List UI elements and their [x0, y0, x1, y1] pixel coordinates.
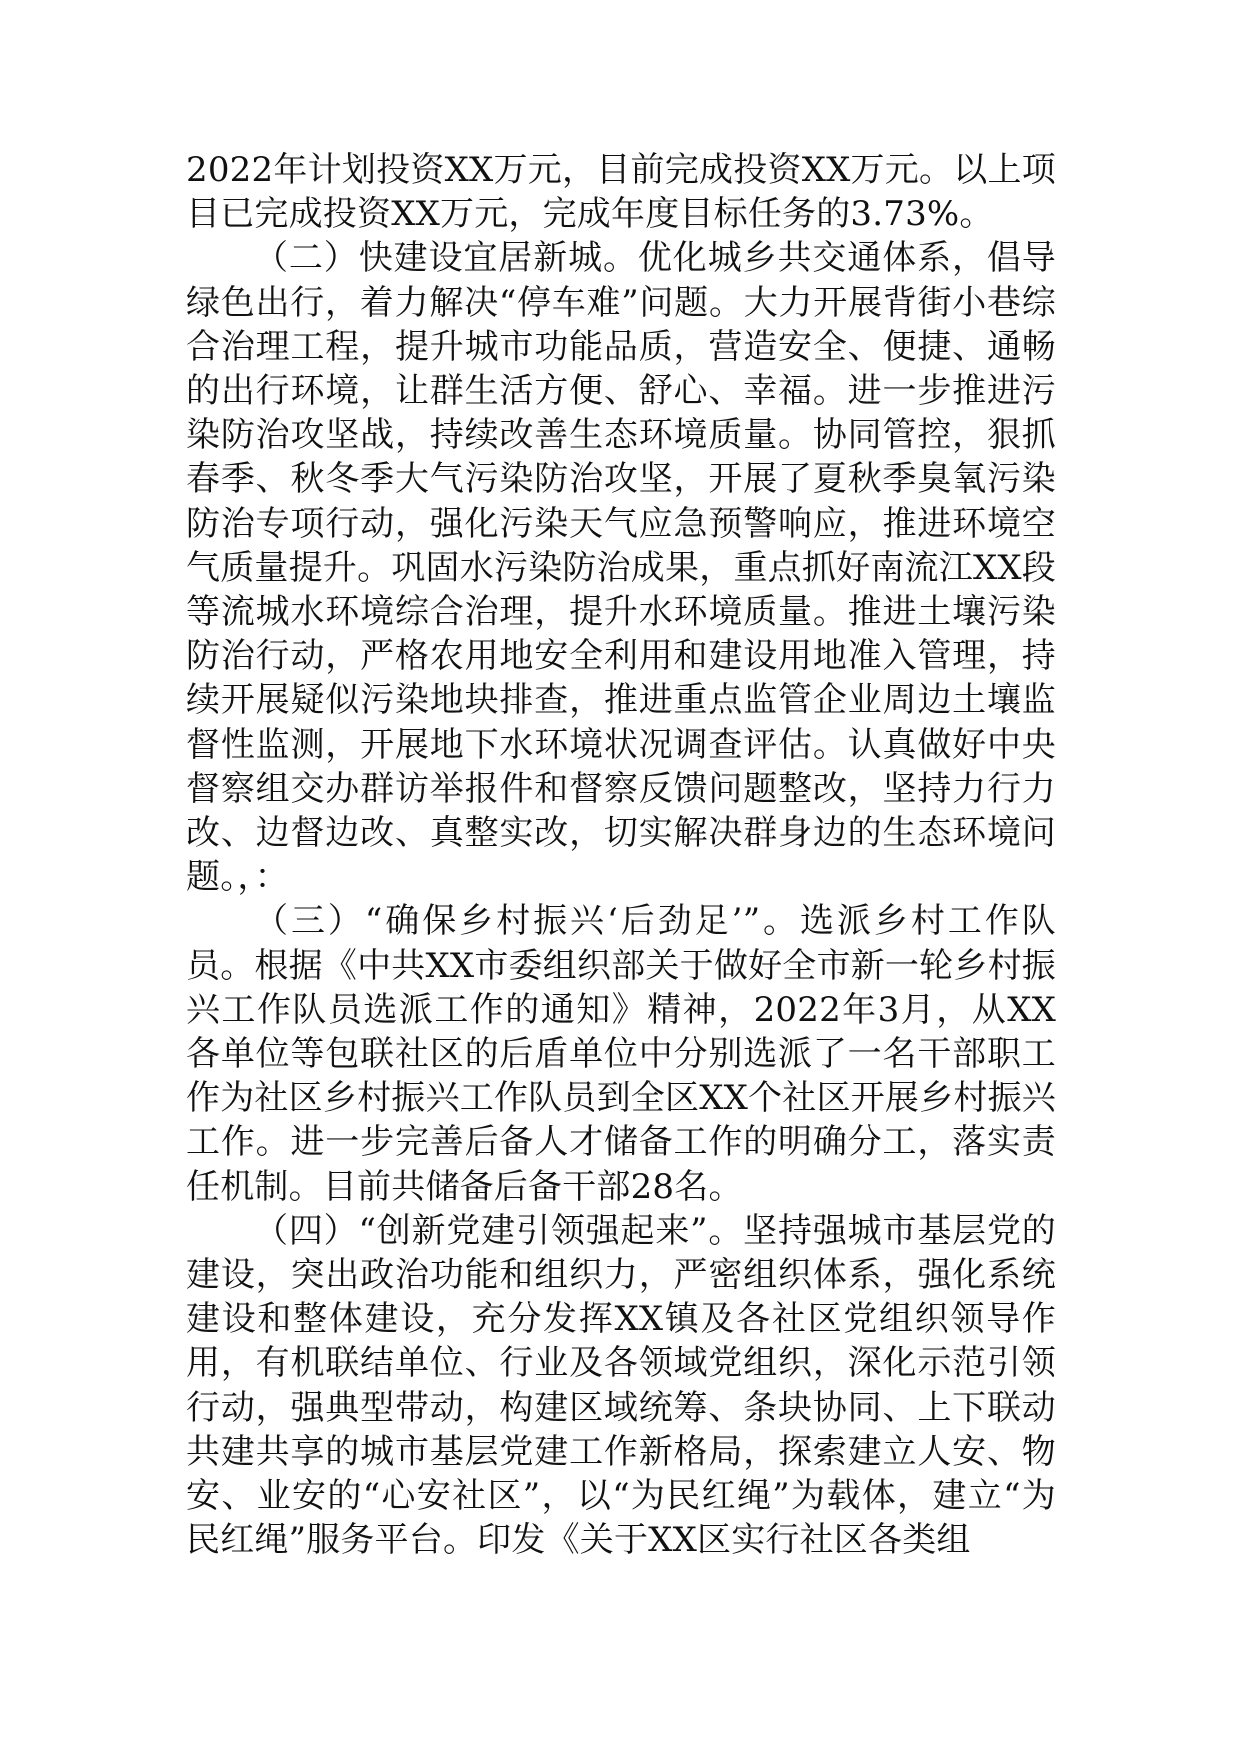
paragraph-party-building: （四）“创新党建引领强起来”。坚持强城市基层党的建设，突出政治功能和组织力，严密组织体系，强化系统建设和整体建设，充分发挥XX镇及各社区党组织领导作用，有机联结单位、行业及各领域党组织，深化示范引领行动，强典型带动，构建区域统筹、条块协同、上下联动共建共享的城市基层党建工作新格局，探索建立人安、物安、业安的“心安社区”，以“为民红绳”为载体，建立“为民红绳”服务平台。印发《关于XX区实行社区各类组 — [186, 1210, 1056, 1561]
paragraph-investment-summary: 2022年计划投资XX万元，目前完成投资XX万元。以上项目已完成投资XX万元，完成年度目标任务的3.73%。 — [186, 150, 1056, 235]
paragraph-livable-city: （二）快建设宜居新城。优化城乡共交通体系，倡导绿色出行，着力解决“停车难”问题。大力开展背街小巷综合治理工程，提升城市功能品质，营造安全、便捷、通畅的出行环境，让群生活方便、舒心、幸福。进一步推进污染防治攻坚战，持续改善生态环境质量。协同管控，狠抓春季、秋冬季大气污染防治攻坚，开展了夏秋季臭氧污染防治专项行动，强化污染天气应急预警响应，推进环境空气质量提升。巩固水污染防治成果，重点抓好南流江XX段等流城水环境综合治理，提升水环境质量。推进土壤污染防治行动，严格农用地安全利用和建设用地准入管理，持续开展疑似污染地块排查，推进重点监管企业周边土壤监督性监测，开展地下水环境状况调查评估。认真做好中央督察组交办群访举报件和督察反馈问题整改，坚持力行力改、边督边改、真整实改，切实解决群身边的生态环境问题。，： — [186, 238, 1056, 898]
paragraph-rural-revitalization: （三）“确保乡村振兴‘后劲足’”。选派乡村工作队员。根据《中共XX市委组织部关于做好全市新一轮乡村振兴工作队员选派工作的通知》精神，2022年3月，从XX各单位等包联社区的后盾单位中分别选派了一名干部职工作为社区乡村振兴工作队员到全区XX个社区开展乡村振兴工作。进一步完善后备人才储备工作的明确分工，落实责任机制。目前共储备后备干部28名。 — [186, 901, 1056, 1207]
document-page — [186, 148, 1056, 1563]
